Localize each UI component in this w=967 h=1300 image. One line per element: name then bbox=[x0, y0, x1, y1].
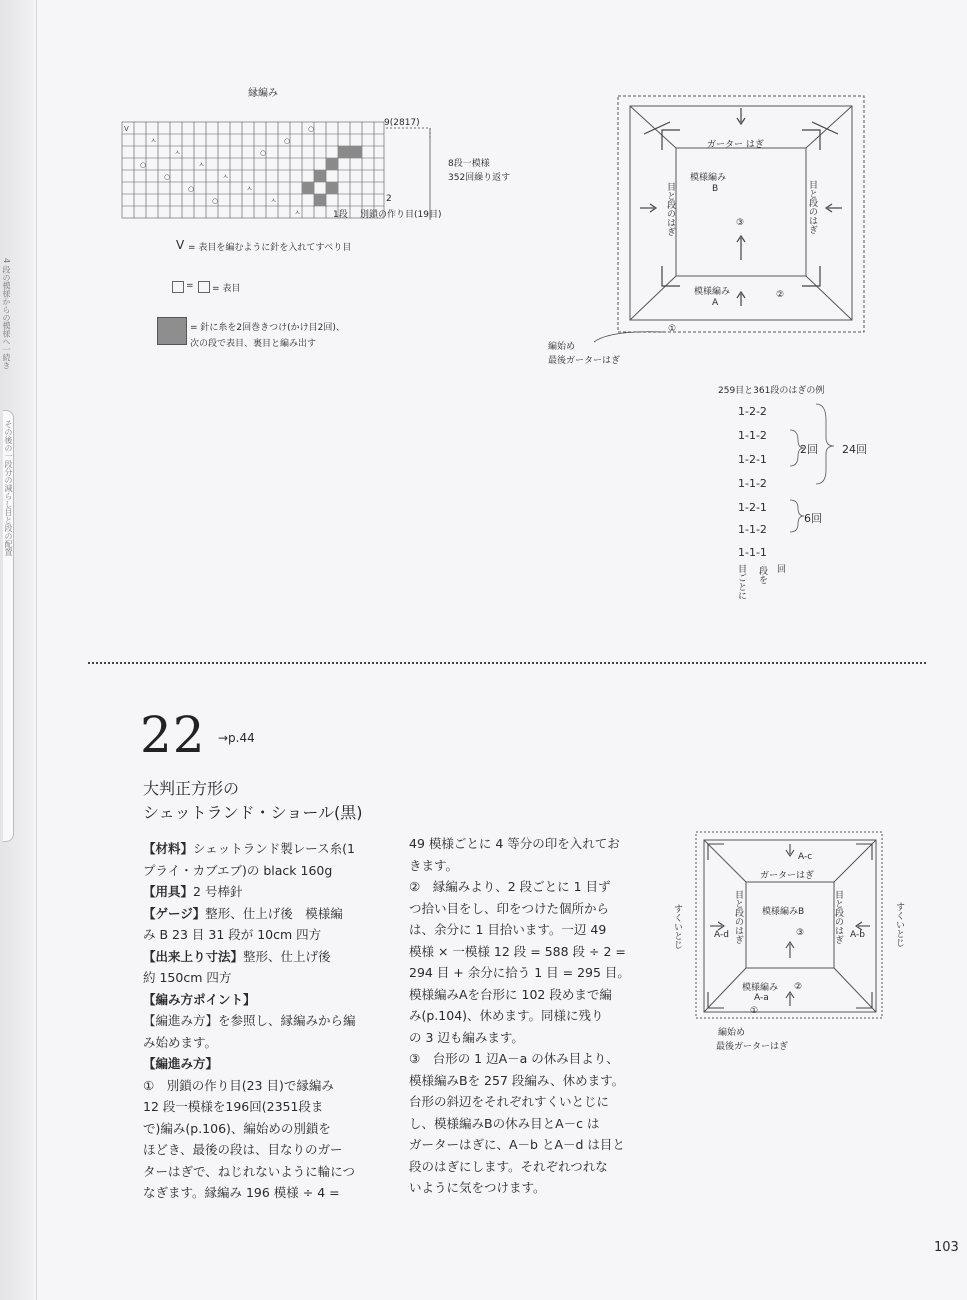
svg-text:ㅅ: ㅅ bbox=[150, 137, 157, 145]
svg-text:ㅅ: ㅅ bbox=[174, 149, 181, 157]
svg-text:ㅅ: ㅅ bbox=[198, 161, 205, 169]
pattern-title-line1: 大判正方形の bbox=[143, 779, 240, 798]
d1-pattern-a-label: 模様編み bbox=[694, 287, 731, 297]
join-row-4: 1-1-2 bbox=[738, 477, 767, 490]
d2-step2: ② bbox=[794, 982, 803, 992]
d1-garter-join: ガーター はぎ bbox=[707, 140, 764, 150]
page-reference: →p.44 bbox=[218, 731, 255, 745]
svg-text:ㅅ: ㅅ bbox=[246, 185, 253, 193]
svg-text:V: V bbox=[124, 125, 129, 133]
progress-heading: 【編進み方】 bbox=[143, 1056, 219, 1071]
d2-label-aa: A-a bbox=[754, 993, 769, 1003]
col2-line2: きます。 bbox=[409, 857, 459, 873]
col2-line10: の 3 辺も編みます。 bbox=[409, 1029, 524, 1045]
col2-line16: 段のはぎにします。それぞれつれな bbox=[409, 1158, 608, 1174]
d1-start-pointer bbox=[590, 326, 670, 346]
page-number: 103 bbox=[934, 1240, 959, 1255]
d2-label-ac: A-c bbox=[798, 852, 813, 862]
d2-label-ab: A-b bbox=[850, 930, 865, 940]
col2-line12: 模様編みBを 257 段編み、休めます。 bbox=[409, 1072, 625, 1088]
col2-line14: し、模様編みBの休み目とA－c は bbox=[409, 1115, 600, 1131]
bracket-label-2: 2回 bbox=[800, 443, 818, 456]
d1-step2: ② bbox=[776, 290, 785, 300]
d2-pattern-b: 模様編みB bbox=[762, 907, 805, 917]
shawl-diagram-bottom bbox=[694, 830, 886, 1022]
svg-text:ㅅ: ㅅ bbox=[270, 197, 277, 205]
d1-step3: ③ bbox=[736, 218, 745, 228]
d2-left-join: 目と段のはぎ bbox=[733, 890, 743, 944]
d2-last-garter-label: 最後ガーターはぎ bbox=[716, 1042, 789, 1052]
chart-label-row1: 1段 bbox=[333, 210, 348, 220]
instructions-column-1 bbox=[143, 838, 356, 1204]
chart-title: 縁編み bbox=[248, 88, 278, 99]
d2-left-seam: すくいとじ bbox=[672, 904, 682, 949]
join-row-6: 1-1-2 bbox=[738, 523, 767, 536]
svg-text:ㅅ: ㅅ bbox=[294, 209, 301, 217]
join-footer-1: 目ごとに bbox=[736, 564, 746, 600]
chart-repeat-times: 352回繰り返す bbox=[448, 173, 511, 183]
legend-slip: = 表目を編むように針を入れてすべり目 bbox=[188, 243, 352, 253]
gauge-heading: 【ゲージ】 bbox=[143, 905, 206, 921]
legend-knit-eq: = bbox=[186, 281, 194, 291]
d2-garter-join: ガーターはぎ bbox=[760, 871, 815, 881]
join-footer-2: 段を bbox=[757, 566, 767, 584]
d1-last-garter-label: 最後ガーターはぎ bbox=[548, 356, 621, 366]
join-row-5: 1-2-1 bbox=[738, 501, 767, 514]
col2-line15: ガーターはぎに、A－b とA－d は目と bbox=[409, 1137, 625, 1152]
knit-symbol-box-2 bbox=[198, 281, 210, 293]
col1-line10: み始めます。 bbox=[143, 1034, 218, 1050]
col2-line17: いように気をつけます。 bbox=[409, 1180, 546, 1195]
materials-heading: 【材料】 bbox=[143, 841, 194, 856]
join-row-1: 1-2-2 bbox=[738, 405, 767, 418]
d1-pattern-b-label: 模様編み bbox=[690, 173, 727, 183]
d1-pattern-b-letter: B bbox=[712, 184, 719, 194]
svg-text:○: ○ bbox=[188, 185, 195, 193]
col2-line5: は、余分に 1 目拾います。一辺 49 bbox=[409, 922, 607, 937]
tools-heading: 【用具】 bbox=[143, 884, 194, 899]
chart-repeat-rows: 8段一模様 bbox=[448, 159, 490, 169]
legend-wrap-line2: 次の段で表目、裏目と編み出す bbox=[190, 339, 317, 349]
bracket-label-24: 24回 bbox=[842, 443, 867, 456]
col2-line8: 模様編みAを台形に 102 段めまで編 bbox=[409, 986, 612, 1002]
svg-text:○: ○ bbox=[140, 161, 147, 169]
col2-line1: 49 模様ごとに 4 等分の印を入れてお bbox=[409, 836, 620, 851]
wrap-symbol bbox=[157, 317, 187, 345]
col1-line17: なぎます。縁編み 196 模様 ÷ 4 = bbox=[143, 1185, 340, 1200]
col2-line7: 294 目 + 余分に拾う 1 目 = 295 目。 bbox=[409, 965, 630, 980]
knit-symbol-box bbox=[172, 281, 184, 293]
gutter-divider bbox=[36, 0, 37, 1300]
col1-line16: ターはぎで、ねじれないように輪につ bbox=[143, 1163, 356, 1179]
col2-line9: み(p.104)、休めます。同様に残り bbox=[409, 1008, 604, 1023]
d2-right-join: 目と段のはぎ bbox=[833, 890, 843, 944]
materials-text: シェットランド製レース糸(1 bbox=[193, 841, 355, 856]
size-text: 整形、仕上げ後 bbox=[243, 948, 331, 964]
d2-step1: ① bbox=[750, 1006, 759, 1016]
legend-wrap-line1: = 針に糸を2回巻きつけ(かけ目2回)、 bbox=[190, 323, 345, 333]
d1-left-join: 目と段のはぎ bbox=[665, 182, 675, 236]
svg-text:○: ○ bbox=[212, 197, 219, 205]
col1-line5: み B 23 目 31 段が 10cm 四方 bbox=[143, 927, 322, 942]
col1-line9: 【編進み方】を参照し、縁編みから編 bbox=[143, 1013, 356, 1028]
join-table-title: 259目と361段のはぎの例 bbox=[718, 386, 825, 396]
d2-pattern-a: 模様編み bbox=[742, 983, 779, 993]
svg-text:ㅅ: ㅅ bbox=[222, 173, 229, 181]
legend-knit: = 表目 bbox=[212, 284, 241, 294]
join-row-2: 1-1-2 bbox=[738, 429, 767, 442]
gauge-text: 整形、仕上げ後 模様編 bbox=[205, 905, 343, 921]
instructions-column-2 bbox=[409, 833, 630, 1199]
size-heading: 【出来上り寸法】 bbox=[143, 948, 244, 964]
section-divider bbox=[88, 662, 926, 664]
pattern-title-line2: シェットランド・ショール(黒) bbox=[143, 803, 363, 822]
join-footer-3: 回 bbox=[775, 564, 785, 573]
join-row-3: 1-2-1 bbox=[738, 453, 767, 466]
join-row-7: 1-1-1 bbox=[738, 546, 767, 559]
col1-line14: で)編み(p.106)、編始めの別鎖を bbox=[143, 1120, 331, 1136]
col2-line3: ② 縁編みより、2 段ごとに 1 目ず bbox=[409, 879, 611, 894]
svg-text:○: ○ bbox=[284, 137, 291, 145]
spine-caption-upper: 4 段の模様からの模様へ一続き bbox=[2, 258, 11, 370]
pattern-number: 22 bbox=[140, 706, 206, 764]
col2-line13: 台形の斜辺をそれぞれすくいとじに bbox=[409, 1094, 610, 1109]
d1-right-join: 目と段のはぎ bbox=[807, 180, 817, 234]
col2-line11: ③ 台形の 1 辺A－a の休み目より、 bbox=[409, 1051, 619, 1066]
col1-line15: ほどき、最後の段は、目なりのガー bbox=[143, 1142, 343, 1157]
shawl-diagram-top bbox=[610, 90, 872, 340]
d1-start-label: 編始め bbox=[548, 342, 576, 352]
col1-line12: ① 別鎖の作り目(23 目)で縁編み bbox=[143, 1077, 334, 1093]
spine-caption-lower: その後の一段分の減らし目と段の配置 bbox=[4, 420, 13, 556]
col1-line7: 約 150cm 四方 bbox=[143, 970, 232, 985]
col2-line6: 模様 × 一模様 12 段 = 588 段 ÷ 2 = bbox=[409, 943, 626, 959]
svg-text:○: ○ bbox=[308, 125, 315, 133]
slip-stitch-symbol: V bbox=[176, 238, 185, 252]
d1-pattern-a-letter: A bbox=[712, 298, 719, 308]
svg-text:○: ○ bbox=[164, 173, 171, 181]
col1-line2: プライ・カブエブ)の black 160g bbox=[143, 862, 333, 878]
chart-label-top: 9(2817) bbox=[384, 118, 420, 128]
d2-start-label: 編始め bbox=[718, 1028, 746, 1038]
d2-right-seam: すくいとじ bbox=[894, 902, 904, 947]
bracket-label-6: 6回 bbox=[804, 512, 822, 525]
d2-label-ad: A-d bbox=[714, 930, 729, 940]
d1-step1: ① bbox=[668, 324, 677, 334]
points-heading: 【編み方ポイント】 bbox=[143, 991, 256, 1007]
col2-line4: つ拾い目をし、印をつけた個所から bbox=[409, 900, 610, 916]
chart-shaded-cells bbox=[302, 146, 362, 206]
tools-text: 2 号棒針 bbox=[193, 884, 243, 899]
chart-label-row2: 2 bbox=[386, 194, 392, 204]
d2-step3: ③ bbox=[796, 928, 805, 938]
chart-cast-on: 別鎖の作り目(19目) bbox=[360, 210, 442, 220]
col1-line13: 12 段一模様を196回(2351段ま bbox=[143, 1099, 324, 1114]
svg-text:○: ○ bbox=[260, 149, 267, 157]
